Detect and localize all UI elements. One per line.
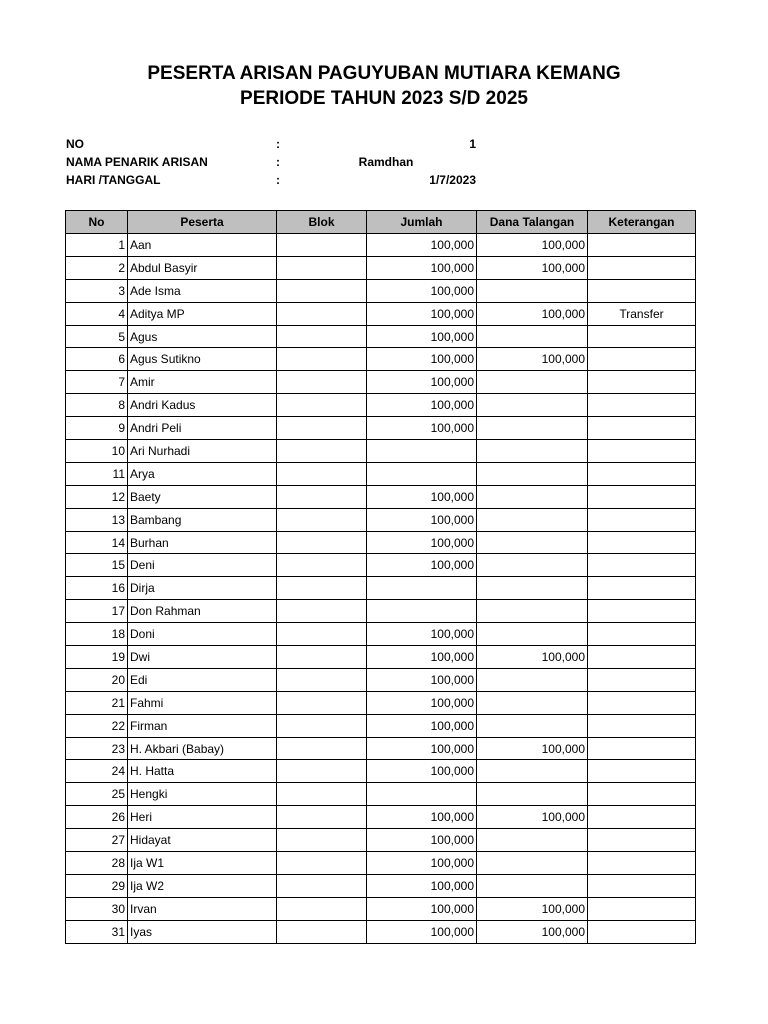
cell-keterangan: [588, 897, 696, 920]
cell-dana-talangan: [477, 508, 588, 531]
cell-keterangan: [588, 600, 696, 623]
cell-peserta: Ari Nurhadi: [128, 440, 277, 463]
cell-jumlah: 100,000: [367, 531, 477, 554]
cell-blok: [277, 874, 367, 897]
cell-blok: [277, 668, 367, 691]
cell-blok: [277, 806, 367, 829]
cell-peserta: Burhan: [128, 531, 277, 554]
table-row: [66, 737, 696, 760]
cell-jumlah: 100,000: [367, 508, 477, 531]
cell-jumlah: [367, 462, 477, 485]
cell-blok: [277, 325, 367, 348]
info-colon: :: [276, 173, 280, 187]
cell-peserta: Aditya MP: [128, 302, 277, 325]
cell-keterangan: [588, 440, 696, 463]
cell-keterangan: [588, 806, 696, 829]
cell-keterangan: [588, 554, 696, 577]
cell-peserta: Edi: [128, 668, 277, 691]
table-row: [66, 668, 696, 691]
cell-peserta: H. Akbari (Babay): [128, 737, 277, 760]
cell-dana-talangan: 100,000: [477, 646, 588, 669]
table-row: [66, 462, 696, 485]
table-row: [66, 279, 696, 302]
cell-no: 7: [66, 371, 128, 394]
cell-keterangan: [588, 760, 696, 783]
cell-blok: [277, 302, 367, 325]
info-value-hari: 1/7/2023: [429, 173, 476, 187]
table-row: [66, 485, 696, 508]
cell-blok: [277, 714, 367, 737]
cell-jumlah: 100,000: [367, 623, 477, 646]
cell-peserta: Ija W1: [128, 852, 277, 875]
cell-blok: [277, 508, 367, 531]
cell-jumlah: 100,000: [367, 256, 477, 279]
cell-peserta: Agus Sutikno: [128, 348, 277, 371]
cell-no: 6: [66, 348, 128, 371]
cell-keterangan: [588, 874, 696, 897]
cell-peserta: H. Hatta: [128, 760, 277, 783]
cell-keterangan: [588, 485, 696, 508]
cell-peserta: Arya: [128, 462, 277, 485]
cell-no: 25: [66, 783, 128, 806]
info-colon: :: [276, 155, 280, 169]
cell-no: 23: [66, 737, 128, 760]
cell-no: 13: [66, 508, 128, 531]
table-row: [66, 302, 696, 325]
cell-jumlah: 100,000: [367, 325, 477, 348]
cell-no: 26: [66, 806, 128, 829]
cell-keterangan: [588, 668, 696, 691]
cell-keterangan: [588, 394, 696, 417]
header-peserta: Peserta: [128, 211, 277, 234]
cell-jumlah: 100,000: [367, 829, 477, 852]
table-row: [66, 417, 696, 440]
cell-jumlah: 100,000: [367, 348, 477, 371]
table-row: [66, 806, 696, 829]
cell-peserta: Hidayat: [128, 829, 277, 852]
cell-jumlah: 100,000: [367, 417, 477, 440]
cell-blok: [277, 394, 367, 417]
table-row: [66, 783, 696, 806]
header-keterangan: Keterangan: [588, 211, 696, 234]
cell-peserta: Aan: [128, 234, 277, 257]
cell-blok: [277, 783, 367, 806]
cell-peserta: Hengki: [128, 783, 277, 806]
cell-jumlah: 100,000: [367, 371, 477, 394]
cell-jumlah: 100,000: [367, 554, 477, 577]
cell-peserta: Fahmi: [128, 691, 277, 714]
cell-keterangan: [588, 714, 696, 737]
cell-keterangan: [588, 234, 696, 257]
cell-no: 4: [66, 302, 128, 325]
cell-keterangan: [588, 371, 696, 394]
cell-no: 22: [66, 714, 128, 737]
table-row: [66, 440, 696, 463]
cell-peserta: Abdul Basyir: [128, 256, 277, 279]
cell-jumlah: 100,000: [367, 897, 477, 920]
table-body: [66, 234, 696, 944]
cell-dana-talangan: 100,000: [477, 806, 588, 829]
cell-dana-talangan: [477, 394, 588, 417]
cell-blok: [277, 485, 367, 508]
cell-dana-talangan: 100,000: [477, 234, 588, 257]
participants-table: [65, 210, 696, 944]
cell-dana-talangan: [477, 440, 588, 463]
cell-jumlah: 100,000: [367, 806, 477, 829]
cell-no: 5: [66, 325, 128, 348]
cell-blok: [277, 646, 367, 669]
cell-keterangan: [588, 577, 696, 600]
header-blok: Blok: [277, 211, 367, 234]
cell-peserta: Andri Kadus: [128, 394, 277, 417]
table-row: [66, 714, 696, 737]
cell-jumlah: 100,000: [367, 874, 477, 897]
table-row: [66, 920, 696, 943]
header-jumlah: Jumlah: [367, 211, 477, 234]
cell-jumlah: 100,000: [367, 668, 477, 691]
cell-blok: [277, 279, 367, 302]
cell-dana-talangan: [477, 485, 588, 508]
cell-jumlah: 100,000: [367, 691, 477, 714]
cell-keterangan: [588, 531, 696, 554]
cell-no: 31: [66, 920, 128, 943]
cell-keterangan: [588, 829, 696, 852]
cell-keterangan: Transfer: [588, 302, 696, 325]
cell-blok: [277, 760, 367, 783]
cell-keterangan: [588, 691, 696, 714]
cell-keterangan: [588, 646, 696, 669]
cell-jumlah: 100,000: [367, 234, 477, 257]
cell-no: 19: [66, 646, 128, 669]
cell-keterangan: [588, 737, 696, 760]
header-no: No: [66, 211, 128, 234]
cell-blok: [277, 462, 367, 485]
table-row: [66, 508, 696, 531]
cell-dana-talangan: [477, 554, 588, 577]
cell-dana-talangan: 100,000: [477, 256, 588, 279]
cell-jumlah: [367, 783, 477, 806]
cell-blok: [277, 897, 367, 920]
table-row: [66, 371, 696, 394]
cell-dana-talangan: [477, 279, 588, 302]
cell-no: 11: [66, 462, 128, 485]
info-value-no: 1: [469, 137, 476, 151]
cell-peserta: Doni: [128, 623, 277, 646]
cell-dana-talangan: 100,000: [477, 737, 588, 760]
info-colon: :: [276, 137, 280, 151]
cell-blok: [277, 417, 367, 440]
cell-jumlah: [367, 440, 477, 463]
cell-no: 2: [66, 256, 128, 279]
cell-jumlah: 100,000: [367, 737, 477, 760]
cell-dana-talangan: [477, 714, 588, 737]
info-label-no: NO: [66, 137, 84, 151]
cell-no: 29: [66, 874, 128, 897]
cell-keterangan: [588, 256, 696, 279]
document-title: PESERTA ARISAN PAGUYUBAN MUTIARA KEMANG: [147, 63, 621, 84]
table-row: [66, 600, 696, 623]
table-row: [66, 623, 696, 646]
cell-keterangan: [588, 325, 696, 348]
cell-peserta: Andri Peli: [128, 417, 277, 440]
table-row: [66, 531, 696, 554]
table-row: [66, 646, 696, 669]
cell-no: 20: [66, 668, 128, 691]
cell-blok: [277, 234, 367, 257]
cell-dana-talangan: [477, 600, 588, 623]
cell-peserta: Ade Isma: [128, 279, 277, 302]
info-row-hari: [66, 171, 486, 189]
cell-no: 14: [66, 531, 128, 554]
cell-blok: [277, 577, 367, 600]
cell-blok: [277, 256, 367, 279]
table-row: [66, 348, 696, 371]
table-row: [66, 577, 696, 600]
cell-jumlah: 100,000: [367, 302, 477, 325]
cell-peserta: Don Rahman: [128, 600, 277, 623]
info-row-nama: [66, 153, 486, 171]
cell-blok: [277, 829, 367, 852]
cell-dana-talangan: [477, 668, 588, 691]
cell-blok: [277, 531, 367, 554]
cell-no: 17: [66, 600, 128, 623]
cell-dana-talangan: 100,000: [477, 302, 588, 325]
cell-dana-talangan: [477, 760, 588, 783]
cell-dana-talangan: [477, 417, 588, 440]
cell-peserta: Ija W2: [128, 874, 277, 897]
cell-blok: [277, 920, 367, 943]
cell-jumlah: 100,000: [367, 394, 477, 417]
cell-keterangan: [588, 920, 696, 943]
table-row: [66, 760, 696, 783]
cell-jumlah: [367, 577, 477, 600]
cell-dana-talangan: [477, 691, 588, 714]
cell-dana-talangan: [477, 531, 588, 554]
table-row: [66, 256, 696, 279]
cell-peserta: Firman: [128, 714, 277, 737]
cell-peserta: Dwi: [128, 646, 277, 669]
cell-no: 28: [66, 852, 128, 875]
table-row: [66, 691, 696, 714]
cell-blok: [277, 371, 367, 394]
cell-jumlah: 100,000: [367, 920, 477, 943]
info-value-nama: Ramdhan: [358, 155, 414, 169]
cell-keterangan: [588, 279, 696, 302]
cell-jumlah: [367, 600, 477, 623]
table-row: [66, 852, 696, 875]
cell-no: 12: [66, 485, 128, 508]
cell-keterangan: [588, 852, 696, 875]
cell-peserta: Dirja: [128, 577, 277, 600]
cell-jumlah: 100,000: [367, 852, 477, 875]
cell-no: 30: [66, 897, 128, 920]
info-label-hari: HARI /TANGGAL: [66, 173, 161, 187]
cell-peserta: Baety: [128, 485, 277, 508]
cell-jumlah: 100,000: [367, 279, 477, 302]
cell-dana-talangan: [477, 371, 588, 394]
cell-peserta: Agus: [128, 325, 277, 348]
table-row: [66, 394, 696, 417]
cell-keterangan: [588, 508, 696, 531]
cell-no: 8: [66, 394, 128, 417]
info-block: [66, 135, 486, 189]
cell-blok: [277, 852, 367, 875]
table-row: [66, 897, 696, 920]
cell-blok: [277, 623, 367, 646]
table-row: [66, 234, 696, 257]
cell-keterangan: [588, 623, 696, 646]
header-dana-talangan: Dana Talangan: [477, 211, 588, 234]
cell-no: 10: [66, 440, 128, 463]
cell-no: 21: [66, 691, 128, 714]
cell-dana-talangan: [477, 783, 588, 806]
cell-dana-talangan: [477, 325, 588, 348]
cell-no: 3: [66, 279, 128, 302]
cell-no: 1: [66, 234, 128, 257]
table-row: [66, 554, 696, 577]
cell-jumlah: 100,000: [367, 646, 477, 669]
cell-blok: [277, 348, 367, 371]
cell-peserta: Bambang: [128, 508, 277, 531]
cell-peserta: Deni: [128, 554, 277, 577]
cell-dana-talangan: [477, 577, 588, 600]
cell-blok: [277, 691, 367, 714]
cell-jumlah: 100,000: [367, 760, 477, 783]
info-label-nama: NAMA PENARIK ARISAN: [66, 155, 208, 169]
cell-no: 24: [66, 760, 128, 783]
table-row: [66, 874, 696, 897]
cell-keterangan: [588, 417, 696, 440]
cell-dana-talangan: [477, 829, 588, 852]
cell-dana-talangan: [477, 874, 588, 897]
cell-jumlah: 100,000: [367, 485, 477, 508]
cell-dana-talangan: 100,000: [477, 348, 588, 371]
cell-no: 27: [66, 829, 128, 852]
cell-dana-talangan: 100,000: [477, 920, 588, 943]
table-row: [66, 325, 696, 348]
info-row-no: [66, 135, 486, 153]
cell-blok: [277, 554, 367, 577]
cell-blok: [277, 737, 367, 760]
cell-blok: [277, 440, 367, 463]
cell-no: 16: [66, 577, 128, 600]
cell-keterangan: [588, 462, 696, 485]
cell-no: 18: [66, 623, 128, 646]
cell-peserta: Heri: [128, 806, 277, 829]
cell-peserta: Iyas: [128, 920, 277, 943]
cell-peserta: Amir: [128, 371, 277, 394]
cell-dana-talangan: 100,000: [477, 897, 588, 920]
table-row: [66, 829, 696, 852]
cell-blok: [277, 600, 367, 623]
cell-no: 9: [66, 417, 128, 440]
cell-keterangan: [588, 348, 696, 371]
cell-dana-talangan: [477, 852, 588, 875]
cell-dana-talangan: [477, 462, 588, 485]
cell-dana-talangan: [477, 623, 588, 646]
cell-keterangan: [588, 783, 696, 806]
cell-peserta: Irvan: [128, 897, 277, 920]
cell-jumlah: 100,000: [367, 714, 477, 737]
table-header-row: [66, 211, 696, 234]
cell-no: 15: [66, 554, 128, 577]
document-subtitle: PERIODE TAHUN 2023 S/D 2025: [240, 88, 528, 109]
